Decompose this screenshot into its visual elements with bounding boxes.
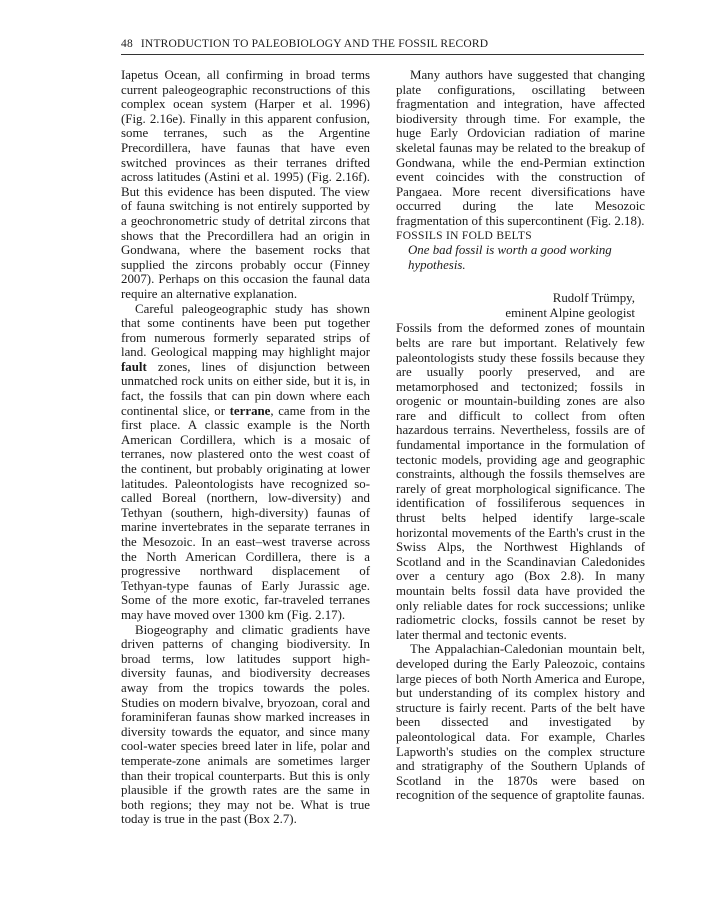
glossary-term-terrane: terrane (229, 403, 271, 418)
right-column (396, 68, 645, 803)
running-header (121, 38, 644, 55)
attribution-name: Rudolf Trümpy, (552, 291, 635, 306)
left-column (121, 68, 370, 827)
paragraph-terranes: Careful paleogeographic study has shown that some continents have been put together from numerous formerly separated strips of land. Geological mapping may highlight major fault zones, lines of disjunction between unmatched rock units on either side, but it is, in fact, the fossils that can pin down where each continental slice, or terrane, came from in the first place. A classic example is the North American Cordillera, which is a mosaic of terranes, now plastered onto the west coast of the continent, but probably originating at lower latitudes. Paleontologists have recognized so-called Boreal (northern, low-diversity) and Tethyan (southern, high-diversity) faunas of marine invertebrates in the separate terranes in the Mesozoic. In an east–west traverse across the North American Cordillera, there is a progressive northward displacement of Tethyan-type faunas of Early Jurassic age. Some of the more exotic, far-traveled terranes may have moved over 1300 km (Fig. 2.17). (121, 301, 370, 622)
paragraph: Fossils from the deformed zones of mountain belts are rare but important. Relatively few paleontologists study these fossils because they are usually poorly preserved, and are metamorphosed and tectonized; fossils in orogenic or mountain-building zones are also rare and difficult to collect from often hazardous terrains. Nevertheless, fossils are of fundamental importance in the formulation of tectonic models, providing age and geographic constraints, although the fossils themselves are rarely of great morphological significance. The identification of fossiliferous sequences in thrust belts helped identify large-scale horizontal movements of the Earth's crust in the Swiss Alps, the Northwest Highlands of Scotland and in the Scandinavian Caledonides over a century ago (Box 2.8). In many mountain belts fossil data have provided the only reliable dates for rock successions; unlike radiometric clocks, fossils cannot be reset by later thermal and tectonic events. (396, 321, 645, 642)
paragraph: Iapetus Ocean, all confirming in broad terms current paleogeographic reconstructions of this complex ocean system (Harper et al. 1996) (Fig. 2.16e). Finally in this apparent confusion, some terranes, such as the Argentine Precordillera, have faunas that have even switched provinces as their terranes drifted across latitudes (Astini et al. 1995) (Fig. 2.16f). But this evidence has been disputed. The view of fauna switching is not entirely supported by a geochronometric study of detrital zircons that shows that the Precordillera had an origin in Gondwana, where the basement rocks that supplied the zircons probably occur (Finney 2007). Perhaps on this occasion the faunal data require an alternative explanation. (121, 68, 370, 301)
glossary-term-fault: fault (121, 359, 147, 374)
running-title: INTRODUCTION TO PALEOBIOLOGY AND THE FOSSIL RECORD (140, 38, 489, 50)
epigraph: One bad fossil is worth a good working hypothesis. (408, 243, 612, 272)
page-number: 48 (121, 38, 133, 50)
paragraph: The Appalachian-Caledonian mountain belt, developed during the Early Paleozoic, contains large pieces of both North America and Europe, but understanding of its complex history and structure is fairly recent. Parts of the belt have been dissected and investigated by paleontological data. For example, Charles Lapworth's studies on the complex structure and stratigraphy of the Southern Uplands of Scotland in the 1870s were based on recognition of the sequence of graptolite faunas. (396, 642, 645, 803)
paragraph: Biogeography and climatic gradients have driven patterns of changing biodiversity. In broad terms, low latitudes support high-diversity faunas, and biodiversity decreases away from the tropics towards the poles. Studies on modern bivalve, bryozoan, coral and foraminiferan faunas show marked increases in diversity towards the equator, and since many cool-water species breed later in life, polar and temperate-zone animals are sometimes larger than their tropical counterparts. But this is only plausible if the growth rates are the same in both regions; they may not be. What is true today is true in the past (Box 2.7). (121, 622, 370, 827)
attribution-role: eminent Alpine geologist (505, 306, 635, 321)
epigraph-attribution (396, 291, 645, 321)
section-heading: FOSSILS IN FOLD BELTS (396, 229, 532, 242)
paragraph: Many authors have suggested that changing plate configurations, oscillating between fragmentation and integration, have affected biodiversity through time. For example, the huge Early Ordovician radiation of marine skeletal faunas may be related to the breakup of Gondwana, while the end-Permian extinction event coincides with the construction of Pangaea. More recent diversifications have occurred during the late Mesozoic fragmentation of this supercontinent (Fig. 2.18). (396, 68, 645, 228)
